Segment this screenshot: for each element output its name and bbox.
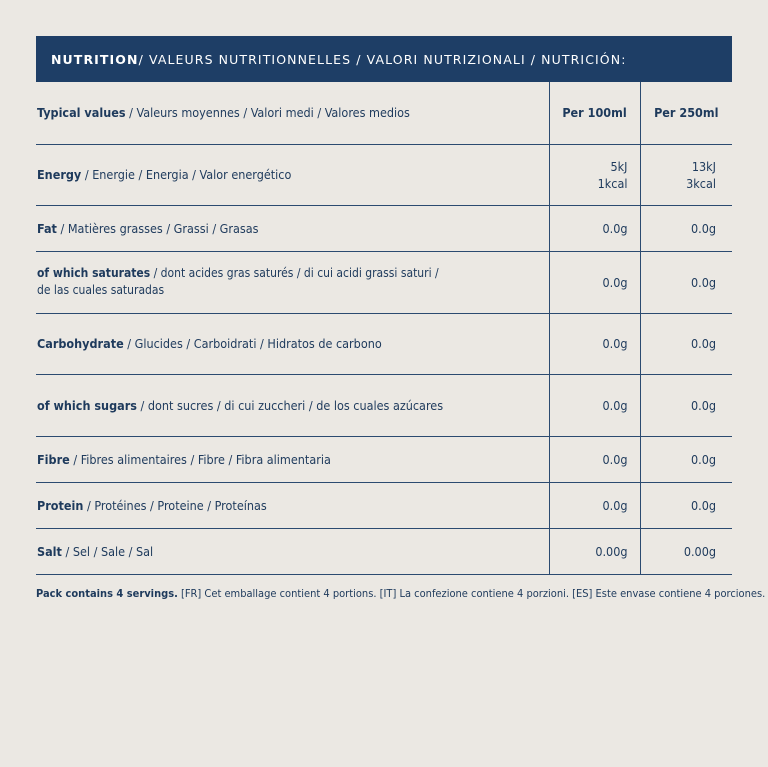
servings-note: Pack contains 4 servings. [FR] Cet emballage contient 4 portions. [IT] La confezione contiene 4 porzioni. [ES] Este envase contiene 4 porciones.	[36, 586, 766, 600]
energy-per-250ml: 13kJ 3kcal	[640, 144, 732, 205]
row-label: of which sugars / dont sucres / di cui zuccheri / de los cuales azúcares	[36, 374, 549, 436]
value-per-100ml: 0.0g	[549, 205, 640, 251]
row-label: Energy / Energie / Energia / Valor energético	[36, 144, 549, 205]
table-row-fat	[36, 205, 732, 251]
row-label: Protein / Protéines / Proteine / Proteínas	[36, 482, 549, 528]
row-label: Carbohydrate / Glucides / Carboidrati / Hidratos de carbono	[36, 313, 549, 374]
nutrition-table	[36, 82, 732, 575]
table-row-protein	[36, 482, 732, 528]
value-per-100ml: 0.0g	[549, 374, 640, 436]
row-label: Fibre / Fibres alimentaires / Fibre / Fibra alimentaria	[36, 436, 549, 482]
nutrition-header	[36, 36, 732, 82]
typical-values-label: Typical values / Valeurs moyennes / Valori medi / Valores medios	[36, 82, 549, 144]
header-title: NUTRITION	[51, 51, 139, 67]
table-row-saturates	[36, 251, 732, 313]
table-row-sugars	[36, 374, 732, 436]
table-row-salt	[36, 528, 732, 574]
table-row-fibre	[36, 436, 732, 482]
row-label: Salt / Sel / Sale / Sal	[36, 528, 549, 574]
value-per-100ml: 0.0g	[549, 482, 640, 528]
value-per-250ml: 0.0g	[640, 374, 732, 436]
table-header-row	[36, 82, 732, 144]
value-per-250ml: 0.0g	[640, 313, 732, 374]
column-per-100ml: Per 100ml	[549, 82, 640, 144]
row-label: Fat / Matières grasses / Grassi / Grasas	[36, 205, 549, 251]
value-per-100ml: 0.0g	[549, 436, 640, 482]
table-row-energy	[36, 144, 732, 205]
value-per-250ml: 0.0g	[640, 436, 732, 482]
value-per-100ml: 0.0g	[549, 313, 640, 374]
value-per-250ml: 0.0g	[640, 205, 732, 251]
column-per-250ml: Per 250ml	[640, 82, 732, 144]
row-label: of which saturates / dont acides gras saturés / di cui acidi grassi saturi / de las cuales saturadas	[36, 251, 549, 313]
value-per-250ml: 0.00g	[640, 528, 732, 574]
header-translations: / VALEURS NUTRITIONNELLES / VALORI NUTRIZIONALI / NUTRICIÓN:	[138, 51, 627, 67]
value-per-250ml: 0.0g	[640, 251, 732, 313]
value-per-100ml: 0.00g	[549, 528, 640, 574]
value-per-100ml: 0.0g	[549, 251, 640, 313]
nutrition-panel	[36, 36, 766, 600]
table-row-carbohydrate	[36, 313, 732, 374]
energy-per-100ml: 5kJ 1kcal	[549, 144, 640, 205]
value-per-250ml: 0.0g	[640, 482, 732, 528]
